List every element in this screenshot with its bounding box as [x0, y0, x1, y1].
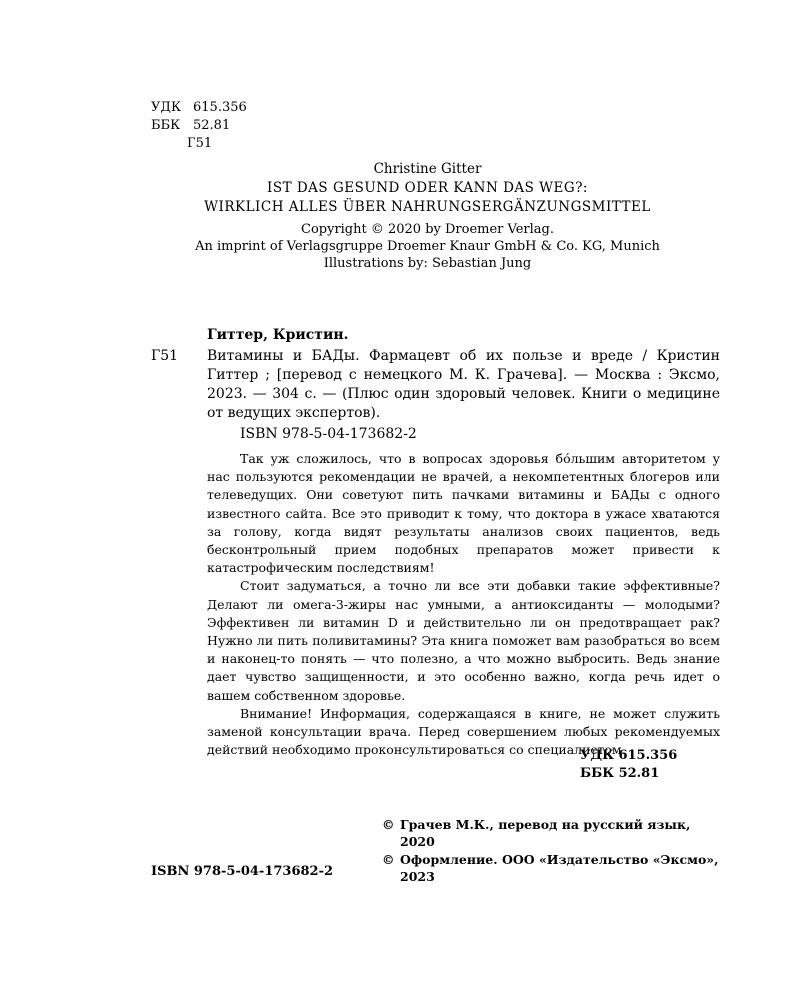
isbn-line: ISBN 978-5-04-173682-2 — [240, 426, 417, 442]
copyright-line2: An imprint of Verlagsgruppe Droemer Knaur GmbH & Co. KG, Munich — [195, 239, 660, 254]
design-copyright: Оформление. ООО «Издательство «Эксмо», 2023 — [400, 852, 719, 884]
copyright-entry — [382, 851, 727, 885]
udk-label: УДК — [151, 100, 182, 115]
bibliographic-code: Г51 — [151, 348, 179, 364]
classification-block — [151, 99, 247, 153]
original-title-block — [100, 160, 755, 217]
footer-classification — [580, 747, 720, 783]
footer-bbk: ББК 52.81 — [580, 766, 660, 781]
footer-isbn: ISBN 978-5-04-173682-2 — [151, 864, 334, 879]
bibliographic-author: Гиттер, Кристин. — [207, 327, 349, 343]
annotation-paragraph: Внимание! Информация, содержащаяся в книге, не может служить заменой консультации врача. Перед совершением любых рекомендуемых действий необходимо проконсультироваться со специалистом. — [207, 705, 720, 758]
original-author: Christine Gitter — [373, 161, 482, 177]
author-mark: Г51 — [187, 136, 213, 151]
copyright-entry — [382, 816, 727, 850]
copyright-symbol: © — [382, 817, 395, 832]
translation-copyright: Грачев М.К., перевод на русский язык, 2020 — [400, 817, 691, 849]
annotation-paragraph: Стоит задуматься, а точно ли все эти добавки такие эффективные? Делают ли омега-3-жиры нас умными, а антиоксиданты — молодыми? Эффективен ли витамин D и действительно ли он предотвращает рак? Нужно ли пить поливитамины? Эта книга поможет вам разобраться во всем и наконец-то понять — что полезно, а что можно выбросить. Ведь знание дает чувство защищенности, и это особенно важно, когда речь идет о вашем собственном здоровье. — [207, 578, 720, 703]
original-title-line2: WIRKLICH ALLES ÜBER NAHRUNGSERGÄNZUNGSMITTEL — [204, 199, 651, 215]
footer-udk: УДК 615.356 — [580, 748, 678, 763]
annotation — [207, 450, 720, 759]
footer-copyrights — [382, 816, 727, 886]
original-copyright-block — [100, 221, 755, 272]
annotation-paragraph: Так уж сложилось, что в вопросах здоровья бóльшим авторитетом у нас пользуются рекомендации не врачей, а некомпетентных блогеров или телеведущих. Они советуют пить пачками витамины и БАДы с одного известного сайта. Все это приводит к тому, что доктора в ужасе хватаются за голову, когда видят результаты анализов своих пациентов, ведь бесконтрольный прием подобных препаратов может привести к катастрофическим последствиям! — [207, 451, 720, 576]
illustrations-credit: Illustrations by: Sebastian Jung — [323, 256, 532, 271]
original-title-line1: IST DAS GESUND ODER KANN DAS WEG?: — [266, 180, 588, 196]
bbk-value: 52.81 — [193, 118, 231, 133]
copyright-line1: Copyright © 2020 by Droemer Verlag. — [301, 222, 554, 237]
udk-value: 615.356 — [193, 100, 247, 115]
bibliographic-description: Витамины и БАДы. Фармацевт об их пользе и вреде / Кристин Гиттер ; [перевод с немецкого М. К. Грачева]. — Москва : Эксмо, 2023. — 304 с. — (Плюс один здоровый человек. Книги о медицине от ведущих экспертов). — [207, 348, 720, 421]
bbk-label: ББК — [151, 118, 181, 133]
copyright-symbol: © — [382, 852, 395, 867]
